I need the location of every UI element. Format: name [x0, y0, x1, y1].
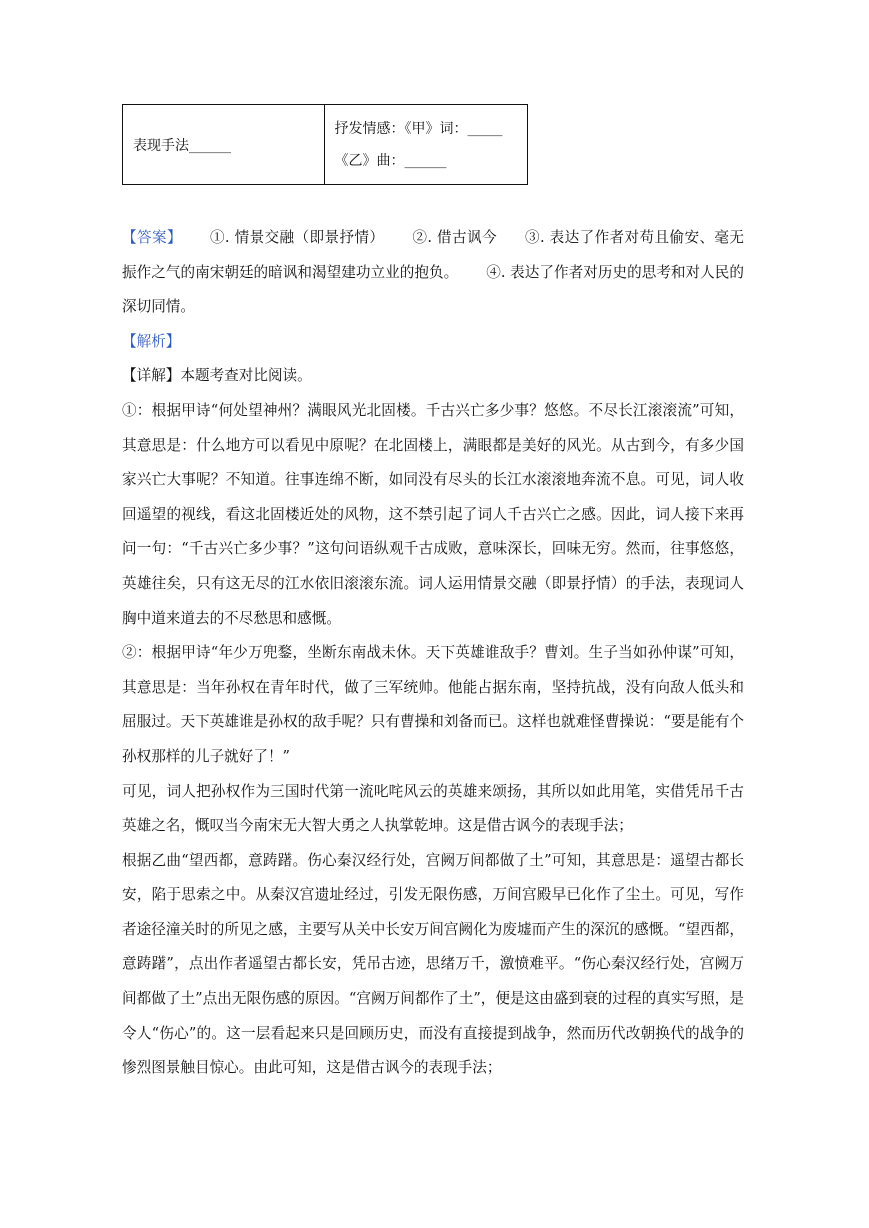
analysis-paragraph-3: 可见，词人把孙权作为三国时代第一流叱咤风云的英雄来颂扬，其所以如此用笔，实借凭吊千古英雄之名，慨叹当今南宋无大智大勇之人执掌乾坤。这是借古讽今的表现手法； [122, 782, 744, 835]
table-cell-emotion [324, 105, 528, 185]
emotion-line-jia: 抒发情感：《甲》词：_____ [334, 120, 503, 137]
emotion-line-yi: 《乙》曲：______ [334, 152, 447, 169]
analysis-paragraph-detail: 【详解】本题考查对比阅读。 [122, 367, 312, 385]
table-row [123, 105, 528, 185]
answer-body [122, 221, 744, 1086]
analysis-paragraph-4: 根据乙曲“望西都，意踌躇。伤心秦汉经行处，宫阙万间都做了土”可知，其意思是：遥望古都长安，陷于思索之中。从秦汉宫遗址经过，引发无限伤感，万间宫殿早已化作了尘土。可见，写作者途径潼关时的所见之感，主要写从关中长安万间宫阙化为废墟而产生的深沉的感慨。“望西都，意踌躇”，点出作者遥望古都长安，凭吊古迹，思绪万千，激愤难平。“伤心秦汉经行处，宫阙万间都做了土”点出无限伤感的原因。“宫阙万间都作了土”，便是这由盛到衰的过程的真实写照，是令人“伤心”的。这一层看起来只是回顾历史，而没有直接提到战争，然而历代改朝换代的战争的惨烈图景触目惊心。由此可知，这是借古讽今的表现手法； [122, 851, 744, 1077]
answer-item-3: ③. 表达了作者对苟且偷安、毫无振作之气的南宋朝廷的暗讽和渴望建功立业的抱负。 [122, 229, 745, 281]
answer-item-2: ②. 借古讽今 [412, 229, 497, 246]
answer-item-1: ①. 情景交融（即景抒情） [209, 229, 385, 246]
answer-item-4: ④. 表达了作者对历史的思考和对人民的深切同情。 [122, 263, 744, 316]
answer-paragraph [122, 221, 744, 325]
analysis-paragraph-1: ①：根据甲诗“何处望神州？满眼风光北固楼。千古兴亡多少事？悠悠。不尽长江滚滚流”可知，其意思是：什么地方可以看见中原呢？在北固楼上，满眼都是美好的风光。从古到今，有多少国家兴亡大事呢？不知道。往事连绵不断，如同没有尽头的长江水滚滚地奔流不息。可见，词人收回遥望的视线，看这北固楼近处的风物，这不禁引起了词人千古兴亡之感。因此，词人接下来再问一句：“千古兴亡多少事？”这句问语纵观千古成败，意味深长，回味无穷。然而，往事悠悠，英雄往矣，只有这无尽的江水依旧滚滚东流。词人运用情景交融（即景抒情）的手法，表现词人胸中道来道去的不尽愁思和感慨。 [122, 401, 744, 627]
analysis-label: 【解析】 [122, 332, 181, 350]
table-cell-technique: 表现手法______ [123, 105, 325, 185]
answer-label: 【答案】 [122, 229, 182, 246]
analysis-paragraph-2: ②：根据甲诗“年少万兜鍪，坐断东南战未休。天下英雄谁敌手？曹刘。生子当如孙仲谋”可知，其意思是：当年孙权在青年时代，做了三军统帅。他能占据东南，坚持抗战，没有向敌人低头和屈服过。天下英雄谁是孙权的敌手呢？只有曹操和刘备而已。这样也就难怪曹操说：“要是能有个孙权那样的儿子就好了！” [122, 644, 744, 765]
question-table [122, 104, 528, 185]
